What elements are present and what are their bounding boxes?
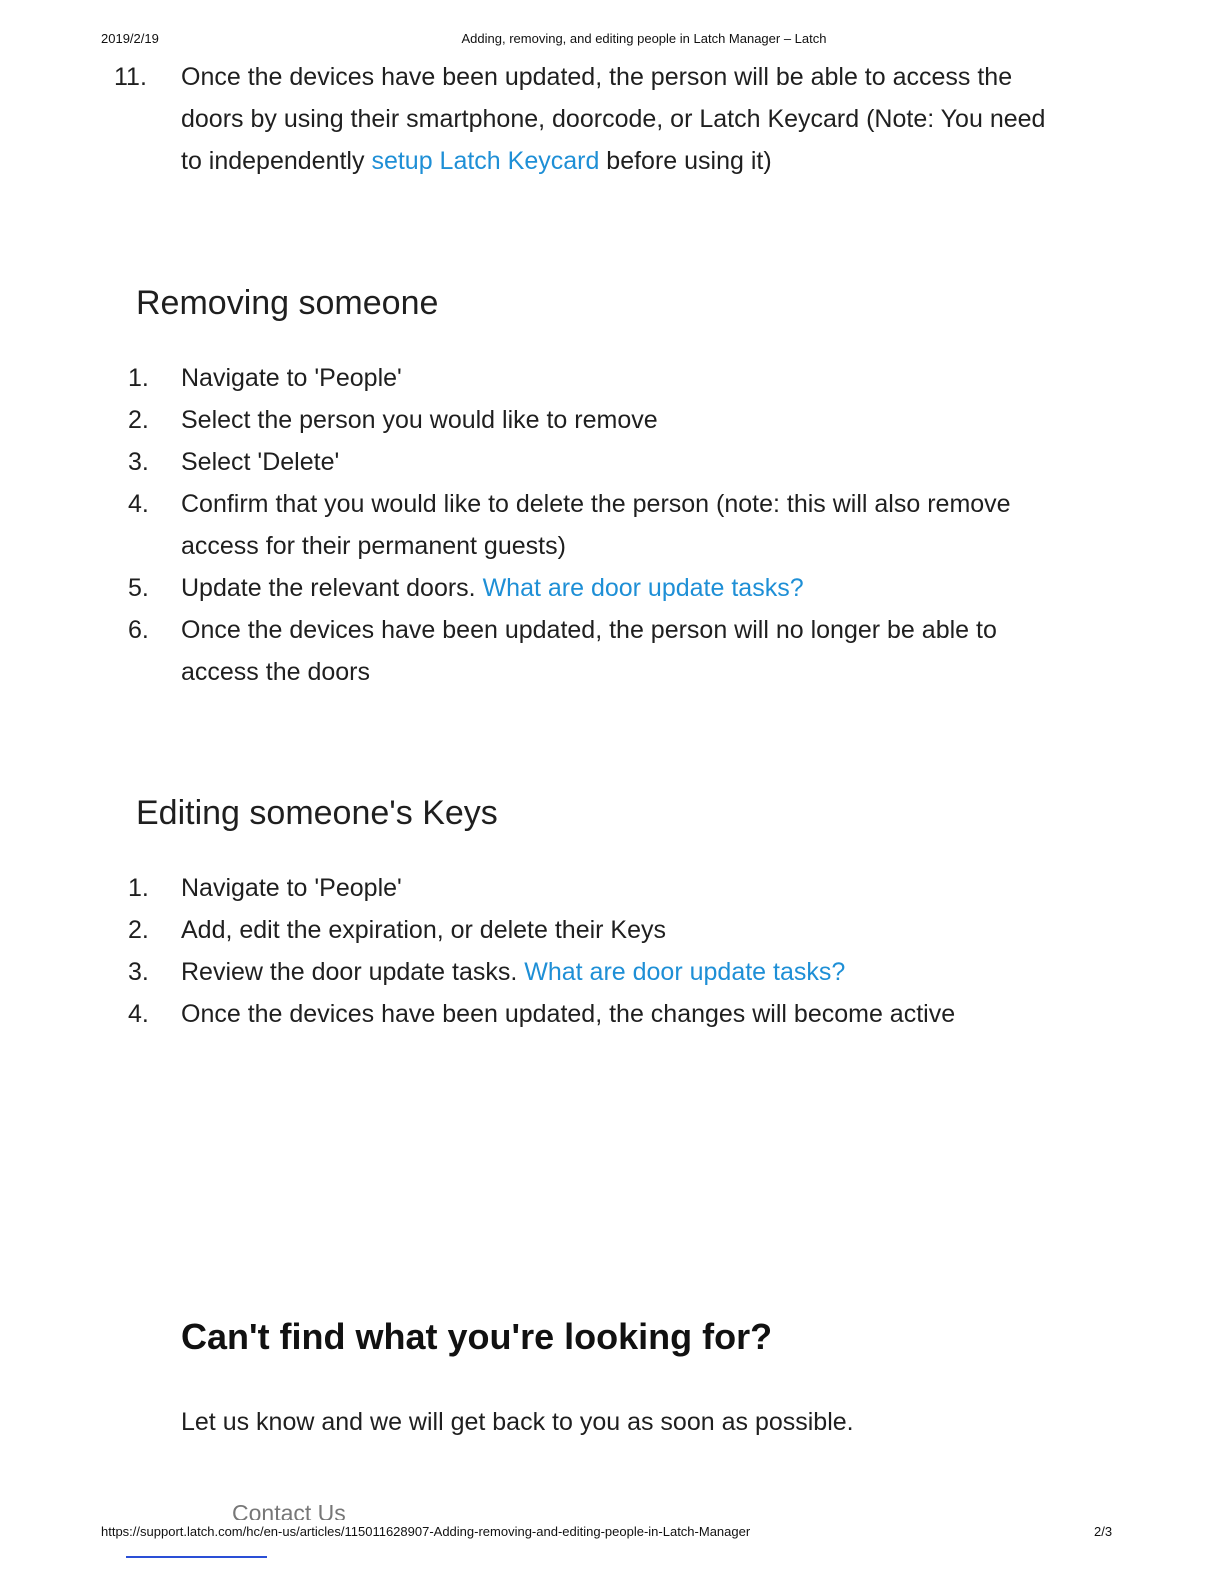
step-text-after: before using it) xyxy=(599,147,772,175)
step-number: 2. xyxy=(128,406,149,434)
list-item xyxy=(0,441,1224,483)
door-update-tasks-link[interactable]: What are door update tasks? xyxy=(482,574,804,602)
decorative-underline xyxy=(126,1556,267,1558)
list-item xyxy=(0,483,1224,567)
step-text: Review the door update tasks. xyxy=(181,958,525,986)
step-number: 1. xyxy=(128,364,149,392)
step-number: 6. xyxy=(128,616,149,644)
step-text: Once the devices have been updated, the person will be able to access the doors by using their smartphone, doorcode, or Latch Keycard (Note: You need to independently xyxy=(181,63,1046,175)
step-text: Navigate to 'People' xyxy=(181,874,402,902)
list-item xyxy=(0,399,1224,441)
step-number: 1. xyxy=(128,874,149,902)
header-date: 2019/2/19 xyxy=(101,31,159,46)
step-number: 3. xyxy=(128,958,149,986)
step-number: 2. xyxy=(128,916,149,944)
step-number: 5. xyxy=(128,574,149,602)
list-item xyxy=(0,993,1224,1035)
cta-text: Let us know and we will get back to you as soon as possible. xyxy=(181,1408,854,1436)
step-text: Update the relevant doors. xyxy=(181,574,483,602)
contact-us-button[interactable]: Contact Us xyxy=(232,1500,346,1520)
removing-heading: Removing someone xyxy=(136,284,439,322)
step-text: Select the person you would like to remove xyxy=(181,406,658,434)
step-number: 4. xyxy=(128,490,149,518)
list-item xyxy=(0,867,1224,909)
setup-keycard-link[interactable]: setup Latch Keycard xyxy=(371,147,600,175)
step-text: Once the devices have been updated, the changes will become active xyxy=(181,1000,956,1028)
step-number: 11. xyxy=(114,63,147,91)
step-text: Once the devices have been updated, the person will no longer be able to access the doors xyxy=(181,616,997,686)
adding-steps-continued xyxy=(0,56,1224,182)
header-page-title: Adding, removing, and editing people in Latch Manager – Latch xyxy=(461,31,827,46)
editing-steps xyxy=(0,867,1224,1035)
list-item xyxy=(0,357,1224,399)
list-item xyxy=(0,567,1224,609)
step-text: Navigate to 'People' xyxy=(181,364,402,392)
list-item xyxy=(0,609,1224,693)
step-text: Confirm that you would like to delete the person (note: this will also remove access for their permanent guests) xyxy=(181,490,1011,560)
footer-page-number: 2/3 xyxy=(1094,1524,1113,1539)
door-update-tasks-link[interactable]: What are door update tasks? xyxy=(524,958,846,986)
step-number: 4. xyxy=(128,1000,149,1028)
footer-url: https://support.latch.com/hc/en-us/articles/115011628907-Adding-removing-and-editing-people-in-Latch-Manager xyxy=(101,1524,751,1539)
list-item xyxy=(0,56,1224,182)
step-number: 3. xyxy=(128,448,149,476)
list-item xyxy=(0,909,1224,951)
step-text: Select 'Delete' xyxy=(181,448,340,476)
editing-heading: Editing someone's Keys xyxy=(136,794,498,832)
step-text: Add, edit the expiration, or delete their Keys xyxy=(181,916,667,944)
removing-steps xyxy=(0,357,1224,693)
cta-heading: Can't find what you're looking for? xyxy=(181,1316,773,1357)
list-item xyxy=(0,951,1224,993)
